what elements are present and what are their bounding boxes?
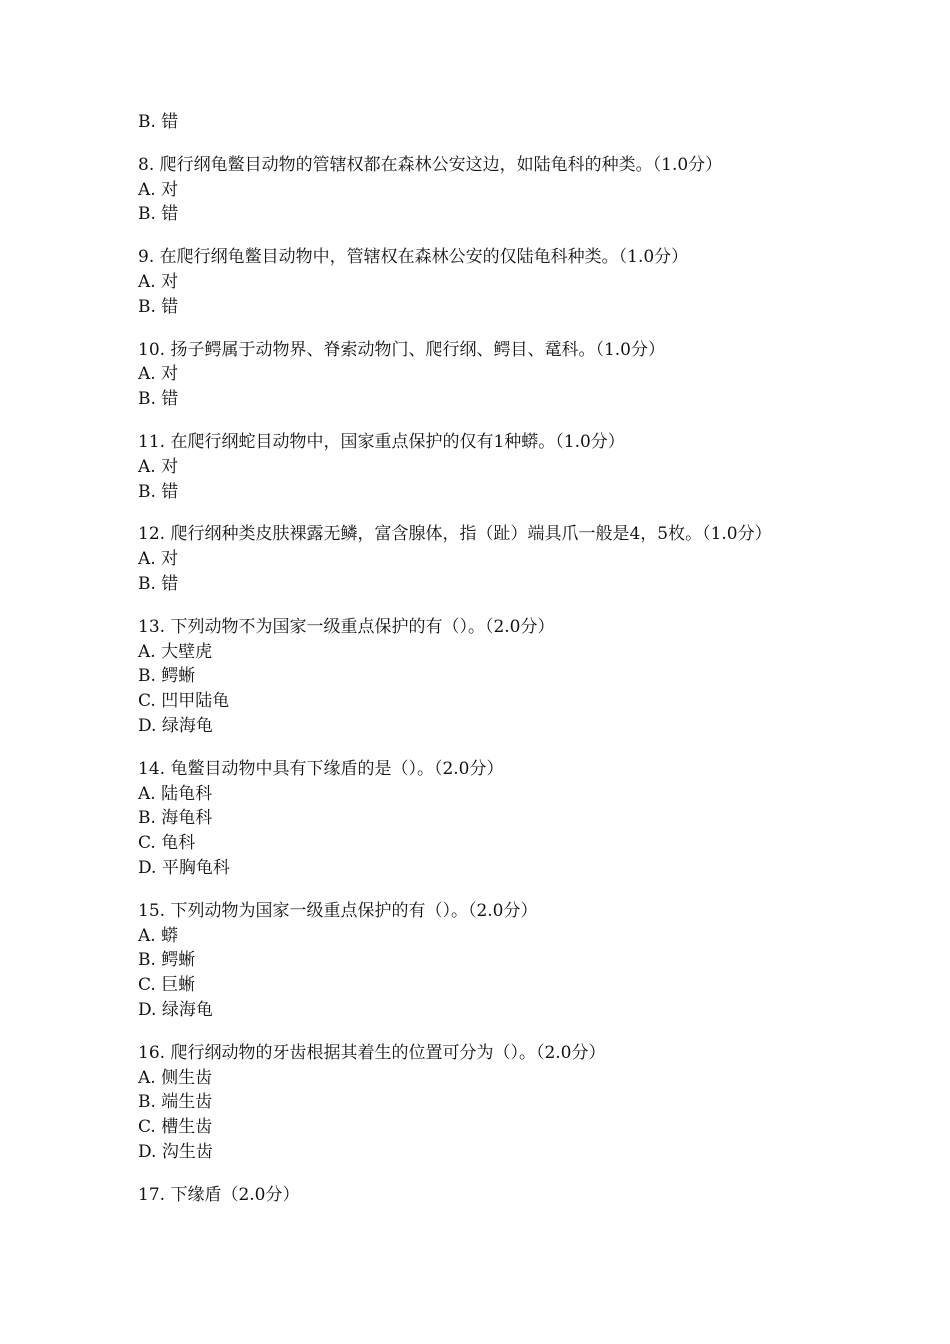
option-c: C. 凹甲陆龟: [138, 691, 230, 712]
option-c: C. 龟科: [138, 833, 196, 854]
question-title: 9. 在爬行纲龟鳖目动物中，管辖权在森林公安的仅陆龟科种类。（1.0分）: [138, 247, 689, 268]
option-b: B. 鳄蜥: [138, 666, 196, 687]
question-title: 12. 爬行纲种类皮肤裸露无鳞，富含腺体，指（趾）端具爪一般是4，5枚。（1.0分）: [138, 524, 772, 545]
option-d: D. 绿海龟: [138, 999, 213, 1020]
question-title: 15. 下列动物为国家一级重点保护的有（）。（2.0分）: [138, 900, 538, 921]
option-b: B. 海龟科: [138, 808, 213, 829]
question-11: [138, 430, 828, 504]
option-a: A. 对: [138, 456, 179, 477]
question-title: 17. 下缘盾（2.0分）: [138, 1184, 300, 1205]
question-14: [138, 757, 828, 881]
question-title: 10. 扬子鳄属于动物界、脊索动物门、爬行纲、鳄目、鼋科。（1.0分）: [138, 339, 665, 360]
option-c: C. 槽生齿: [138, 1117, 213, 1138]
option-c: C. 巨蜥: [138, 975, 196, 996]
question-12: [138, 522, 828, 596]
question-16: [138, 1041, 828, 1165]
question-title: 13. 下列动物不为国家一级重点保护的有（）。（2.0分）: [138, 616, 555, 637]
option-a: A. 大壁虎: [138, 641, 213, 662]
leading-option: B. 错: [138, 112, 179, 132]
question-15: [138, 899, 828, 1023]
option-d: D. 平胸龟科: [138, 857, 230, 878]
option-d: D. 绿海龟: [138, 715, 213, 736]
option-a: A. 侧生齿: [138, 1067, 213, 1088]
question-8: [138, 153, 828, 227]
option-a: A. 对: [138, 179, 179, 200]
option-a: A. 陆龟科: [138, 783, 213, 804]
option-b: B. 错: [138, 296, 179, 317]
option-d: D. 沟生齿: [138, 1141, 213, 1162]
question-17: [138, 1183, 828, 1208]
question-9: [138, 245, 828, 319]
option-b: B. 错: [138, 204, 179, 225]
option-a: A. 对: [138, 271, 179, 292]
option-a: A. 对: [138, 364, 179, 385]
option-b: B. 错: [138, 481, 179, 502]
option-b: B. 鳄蜥: [138, 950, 196, 971]
option-b: B. 端生齿: [138, 1092, 213, 1113]
question-title: 8. 爬行纲龟鳖目动物的管辖权都在森林公安这边，如陆龟科的种类。（1.0分）: [138, 154, 723, 175]
option-b: B. 错: [138, 389, 179, 410]
question-title: 16. 爬行纲动物的牙齿根据其着生的位置可分为（）。（2.0分）: [138, 1042, 606, 1063]
question-13: [138, 615, 828, 739]
option-b: B. 错: [138, 573, 179, 594]
question-title: 14. 龟鳖目动物中具有下缘盾的是（）。（2.0分）: [138, 758, 504, 779]
document-page: [138, 110, 828, 1207]
option-a: A. 对: [138, 549, 179, 570]
option-a: A. 蟒: [138, 925, 179, 946]
question-title: 11. 在爬行纲蛇目动物中，国家重点保护的仅有1种蟒。（1.0分）: [138, 431, 625, 452]
question-10: [138, 338, 828, 412]
